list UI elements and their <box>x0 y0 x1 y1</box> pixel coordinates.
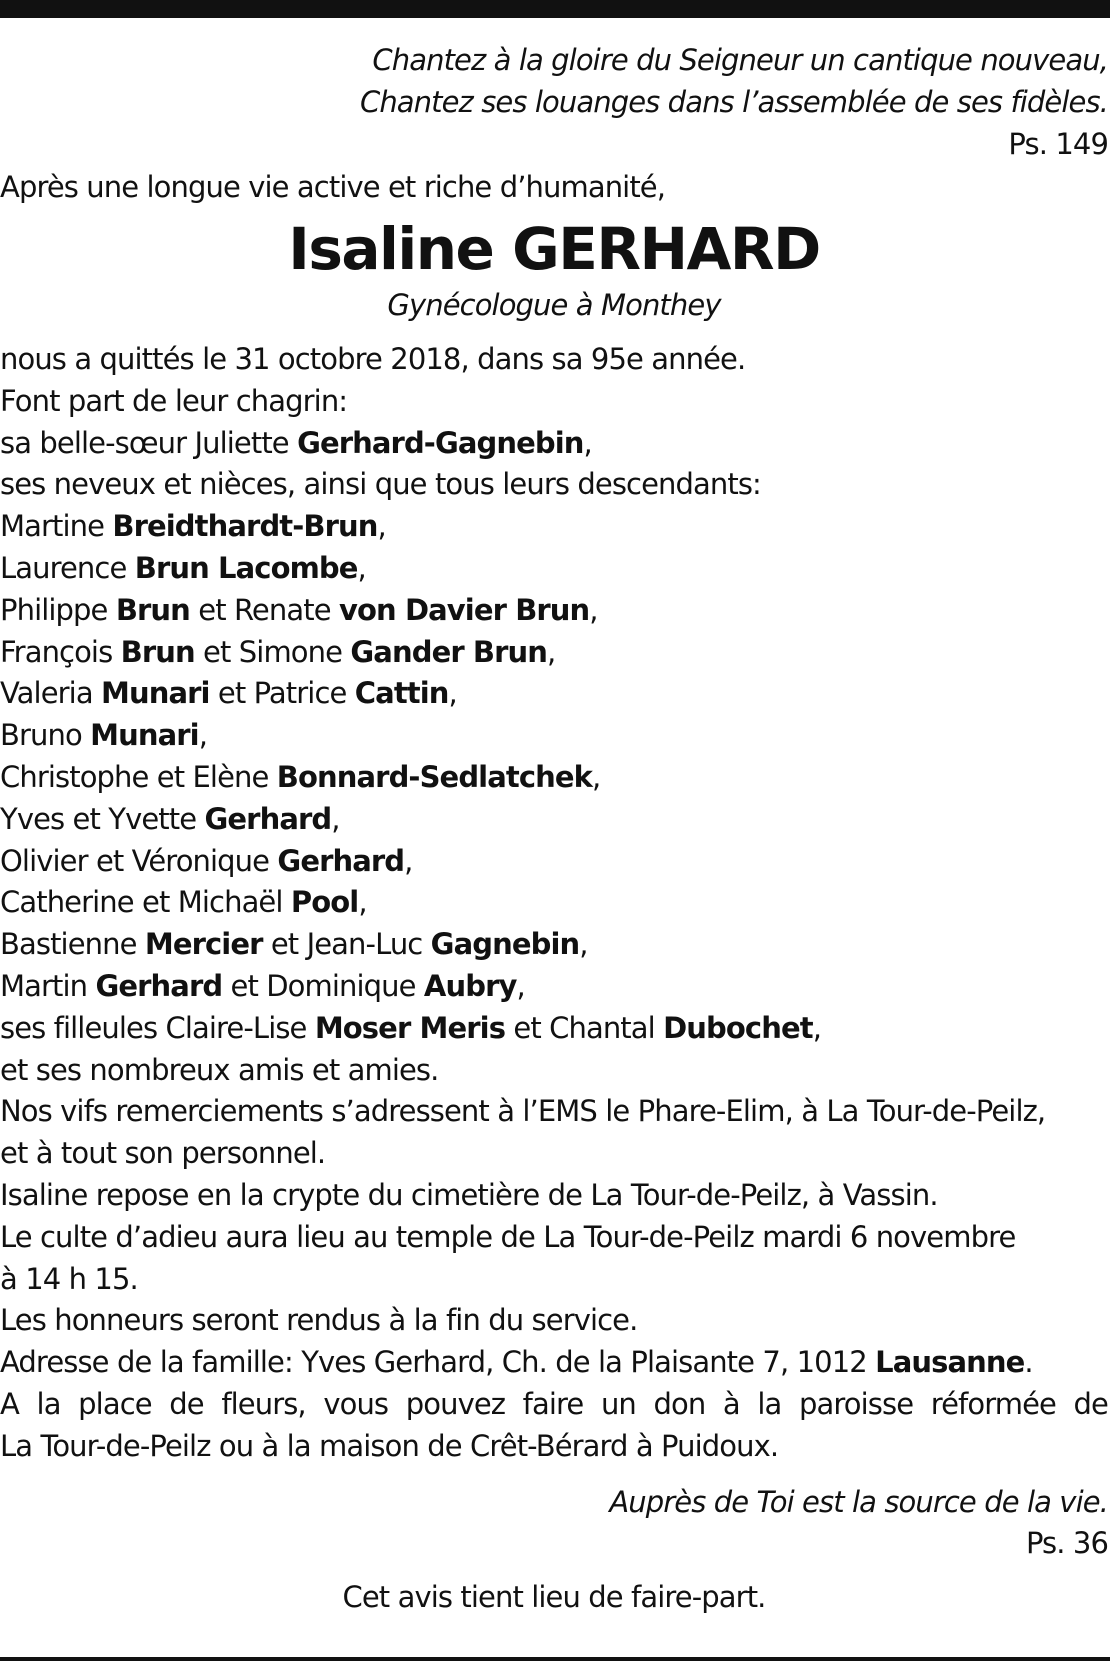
verse-bottom-line: Auprès de Toi est la source de la vie. <box>609 1484 1108 1519</box>
deceased-profession: Gynécologue à Monthey <box>387 288 721 323</box>
family-line: Bastienne Mercier et Jean-Luc Gagnebin, <box>0 927 588 962</box>
service-line-2: à 14 h 15. <box>0 1261 138 1296</box>
family-line: Valeria Munari et Patrice Cattin, <box>0 676 457 711</box>
family-line: Yves et Yvette Gerhard, <box>0 801 340 836</box>
donation-line-2: La Tour-de-Peilz ou à la maison de Crêt-Bérard à Puidoux. <box>0 1428 779 1463</box>
bottom-border-rule <box>0 1657 1110 1661</box>
thanks-line-2: et à tout son personnel. <box>0 1136 326 1171</box>
sister-in-law-line: sa belle-sœur Juliette Gerhard-Gagnebin, <box>0 425 592 460</box>
deceased-name: Isaline GERHARD <box>288 215 820 284</box>
friends-line: et ses nombreux amis et amies. <box>0 1052 439 1087</box>
donation-line-1: A la place de fleurs, vous pouvez faire un don à la paroisse réformée de <box>0 1386 1108 1421</box>
rest-line: Isaline repose en la crypte du cimetière de La Tour-de-Peilz, à Vassin. <box>0 1177 938 1212</box>
family-line: Catherine et Michaël Pool, <box>0 885 367 920</box>
family-line: Philippe Brun et Renate von Davier Brun, <box>0 592 598 627</box>
footer-note: Cet avis tient lieu de faire-part. <box>342 1580 766 1615</box>
honors-line: Les honneurs seront rendus à la fin du service. <box>0 1303 638 1338</box>
family-line: Martin Gerhard et Dominique Aubry, <box>0 968 525 1003</box>
family-line: Bruno Munari, <box>0 718 208 753</box>
verse-top-reference: Ps. 149 <box>1008 126 1108 161</box>
verse-top-line-2: Chantez ses louanges dans l’assemblée de ses fidèles. <box>359 84 1108 119</box>
death-line: nous a quittés le 31 octobre 2018, dans sa 95e année. <box>0 341 746 376</box>
notice-content <box>0 40 1108 1619</box>
verse-bottom-reference: Ps. 36 <box>1025 1526 1108 1561</box>
top-border-rule <box>0 0 1110 18</box>
thanks-line-1: Nos vifs remerciements s’adressent à l’EMS le Phare-Elim, à La Tour-de-Peilz, <box>0 1094 1046 1129</box>
verse-top-line-1: Chantez à la gloire du Seigneur un cantique nouveau, <box>372 43 1108 77</box>
intro-line: Après une longue vie active et riche d’humanité, <box>0 170 666 205</box>
family-line: Christophe et Elène Bonnard-Sedlatchek, <box>0 759 601 794</box>
family-line: Laurence Brun Lacombe, <box>0 550 366 585</box>
share-grief-line: Font part de leur chagrin: <box>0 383 348 418</box>
service-line-1: Le culte d’adieu aura lieu au temple de La Tour-de-Peilz mardi 6 novembre <box>0 1219 1016 1254</box>
family-line: Martine Breidthardt-Brun, <box>0 509 386 544</box>
family-line: François Brun et Simone Gander Brun, <box>0 634 556 669</box>
family-line: Olivier et Véronique Gerhard, <box>0 843 413 878</box>
family-line: ses filleules Claire-Lise Moser Meris et Chantal Dubochet, <box>0 1010 822 1045</box>
nephews-line: ses neveux et nièces, ainsi que tous leurs descendants: <box>0 467 761 502</box>
address-line: Adresse de la famille: Yves Gerhard, Ch. de la Plaisante 7, 1012 Lausanne. <box>0 1345 1033 1380</box>
